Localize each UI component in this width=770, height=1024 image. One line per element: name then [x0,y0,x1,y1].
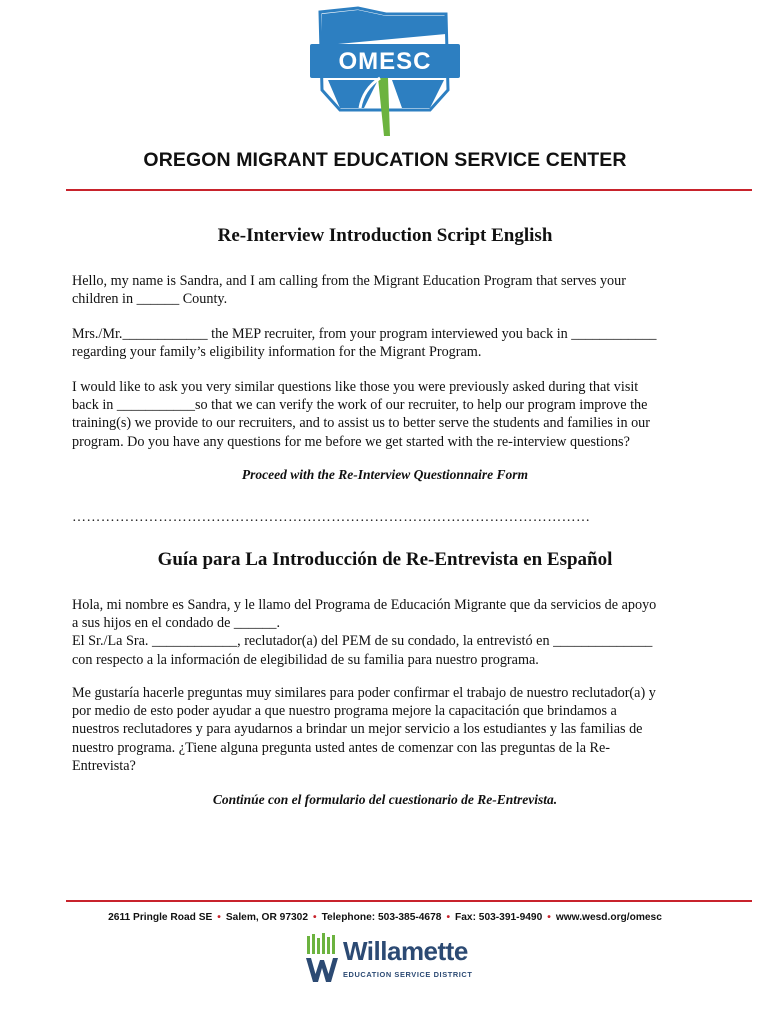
svg-text:OMESC: OMESC [338,48,432,75]
spanish-instruction: Continúe con el formulario del cuestionario de Re-Entrevista. [212,792,558,807]
wesd-name: Willamette [343,936,468,966]
footer-fax: Fax: 503-391-9490 [455,912,543,923]
footer-phone: Telephone: 503-385-4678 [321,912,442,923]
footer-website[interactable]: www.wesd.org/omesc [555,912,662,923]
english-paragraph-1: Hello, my name is Sandra, and I am calling from the Migrant Education Program that serves your children in ______ County. [72,273,626,308]
footer-divider [66,900,752,902]
footer-separator: • [547,912,551,923]
footer-address: 2611 Pringle Road SE [108,912,213,923]
wesd-subtitle: EDUCATION SERVICE DISTRICT [343,970,473,979]
spanish-paragraph-2: Me gustaría hacerle preguntas muy similares para poder confirmar el trabajo de nuestro reclutador(a) y por medio de esto poder ayudar a que nuestro programa mejore la capacitación que brindamos a nuestros reclutadores y para ayudarnos a brindar un mejor servicio a los estudiantes y las familias de nuestro programa. ¿Tiene alguna pregunta usted antes de comenzar con las preguntas de la Re- Entrevista? [72,685,656,774]
org-title: OREGON MIGRANT EDUCATION SERVICE CENTER [143,149,627,171]
omesc-logo [298,4,474,140]
spanish-paragraph-1: Hola, mi nombre es Sandra, y le llamo del Programa de Educación Migrante que da servicios de apoyo a sus hijos en el condado de ______. El Sr./La Sra. ____________, reclutador(a) del PEM de su condado, la entrevistó en ______________ con respecto a la información de elegibilidad de su familia para nuestro programa. [72,597,657,668]
footer-city: Salem, OR 97302 [225,912,308,923]
header-divider [66,189,752,191]
wesd-logo [305,932,473,988]
footer-separator: • [446,912,451,923]
english-paragraph-3: I would like to ask you very similar questions like those you were previously asked during that visit back in ___________so that we can verify the work of our recruiter, to help our program improve the training(s) we provide to our recruiters, and to assist us to better serve the students and families in our program. Do you have any questions for me before we get started with the re-interview questions? [72,379,650,450]
footer-contact [0,912,770,923]
spanish-title: Guía para La Introducción de Re-Entrevista en Español [157,549,613,570]
english-instruction: Proceed with the Re-Interview Questionnaire Form [241,467,529,482]
section-divider: ……………………………………………………………………………………………… [72,510,591,525]
wesd-tree-icon [305,932,339,984]
english-paragraph-2: Mrs./Mr.____________ the MEP recruiter, from your program interviewed you back in ____________ regarding your family’s eligibility information for the Migrant Program. [72,326,657,361]
footer-separator: • [313,912,317,923]
footer-separator: • [217,912,221,923]
english-title: Re-Interview Introduction Script English [217,225,553,246]
